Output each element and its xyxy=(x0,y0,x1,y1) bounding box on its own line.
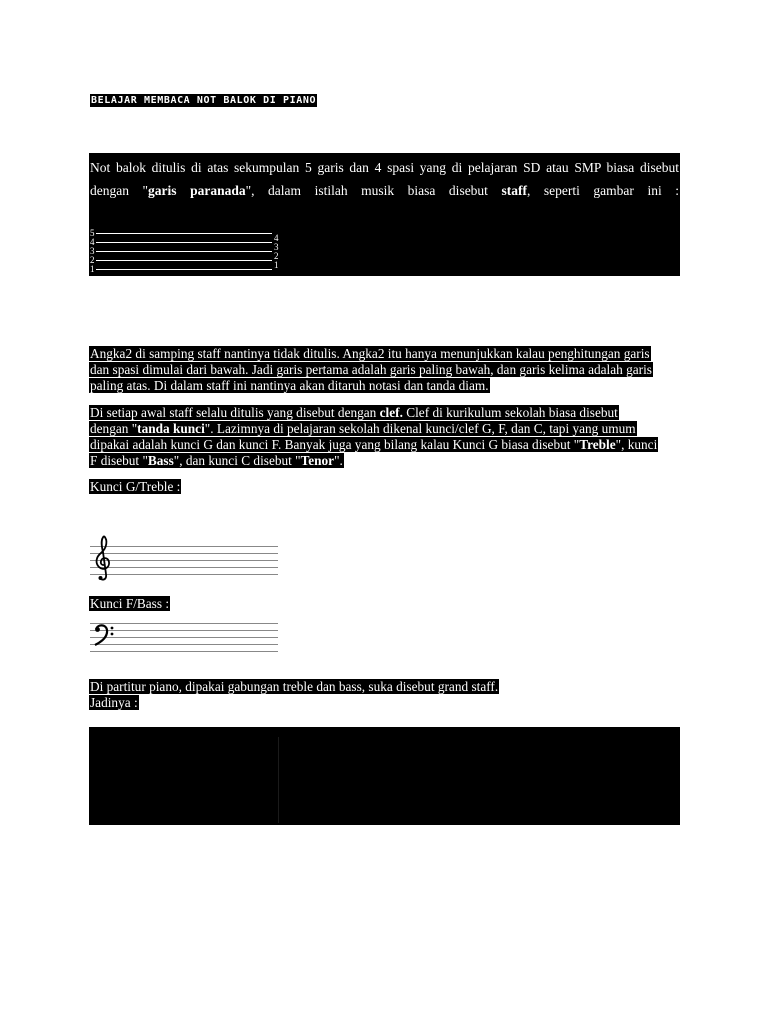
treble-clef-icon xyxy=(92,534,114,584)
staff-line-5 xyxy=(96,233,272,234)
staff-line xyxy=(90,630,278,631)
staff-line xyxy=(90,546,278,547)
clef-explanation-paragraph xyxy=(89,405,681,469)
grand-staff-barline xyxy=(278,737,279,823)
page-title: BELAJAR MEMBACA NOT BALOK DI PIANO xyxy=(91,95,317,106)
grand-staff-paragraph xyxy=(89,679,681,711)
bold-tenor: Tenor xyxy=(300,453,335,468)
intro-bold-staff: staff xyxy=(501,183,527,198)
staff-number-left: 5 xyxy=(90,228,95,238)
paragraph-line: Di partitur piano, dipakai gabungan treble dan bass, suka disebut grand staff. xyxy=(90,679,499,694)
paragraph-line: Jadinya : xyxy=(90,695,138,710)
staff-number-right: 1 xyxy=(274,260,279,270)
paragraph-line: dengan "tanda kunci". Lazimnya di pelajaran sekolah dikenal kunci/clef G, F, dan C, tapi yang umum xyxy=(90,421,636,436)
bold-bass: Bass xyxy=(147,453,174,468)
staff-number-left: 3 xyxy=(90,246,95,256)
staff-line xyxy=(90,553,278,554)
staff-line-2 xyxy=(96,260,272,261)
bass-clef-icon xyxy=(93,623,117,647)
staff-number-left: 4 xyxy=(90,237,95,247)
bold-treble: Treble xyxy=(579,437,616,452)
staff-line xyxy=(90,637,278,638)
paragraph-line: dan spasi dimulai dari bawah. Jadi garis pertama adalah garis paling bawah, dan garis kelima adalah garis xyxy=(90,362,652,377)
intro-text-3: , seperti gambar ini : xyxy=(526,183,679,198)
treble-staff xyxy=(90,546,278,574)
staff-number-right: 4 xyxy=(274,233,279,243)
treble-clef-label: Kunci G/Treble : xyxy=(90,479,181,494)
staff-line-4 xyxy=(96,242,272,243)
bass-clef-label: Kunci F/Bass : xyxy=(90,596,170,611)
staff-line xyxy=(90,651,278,652)
staff-line-1 xyxy=(96,269,272,270)
staff-number-left: 2 xyxy=(90,255,95,265)
grand-staff-image xyxy=(89,727,680,825)
staff-explanation-paragraph xyxy=(89,346,681,394)
staff-line xyxy=(90,644,278,645)
staff-line xyxy=(90,567,278,568)
paragraph-line: Di setiap awal staff selalu ditulis yang disebut dengan clef. Clef di kurikulum sekolah biasa disebut xyxy=(90,405,618,420)
paragraph-line: dipakai adalah kunci G dan kunci F. Banyak juga yang bilang kalau Kunci G biasa disebut "Treble", kunci xyxy=(90,437,658,452)
staff-number-right: 3 xyxy=(274,242,279,252)
staff-line xyxy=(90,574,278,575)
bold-tanda-kunci: tanda kunci xyxy=(137,421,205,436)
bold-clef: clef. xyxy=(379,405,403,420)
bass-staff xyxy=(90,623,278,651)
intro-paragraph xyxy=(90,156,679,202)
staff-line xyxy=(90,623,278,624)
intro-block xyxy=(89,153,680,276)
staff-line xyxy=(90,560,278,561)
intro-text-2: ", dalam istilah musik biasa disebut xyxy=(245,183,502,198)
staff-number-left: 1 xyxy=(90,264,95,274)
paragraph-line: Angka2 di samping staff nantinya tidak ditulis. Angka2 itu hanya menunjukkan kalau penghitungan garis xyxy=(90,346,650,361)
paragraph-line: F disebut "Bass", dan kunci C disebut "Tenor". xyxy=(90,453,343,468)
staff-number-right: 2 xyxy=(274,251,279,261)
intro-bold-garis-paranada: garis paranada xyxy=(148,183,246,198)
staff-line-3 xyxy=(96,251,272,252)
intro-text-1: Not balok ditulis di atas sekumpulan 5 garis dan 4 spasi yang di pelajaran SD atau SMP biasa disebut dengan " xyxy=(90,160,679,198)
paragraph-line: paling atas. Di dalam staff ini nantinya akan ditaruh notasi dan tanda diam. xyxy=(90,378,489,393)
